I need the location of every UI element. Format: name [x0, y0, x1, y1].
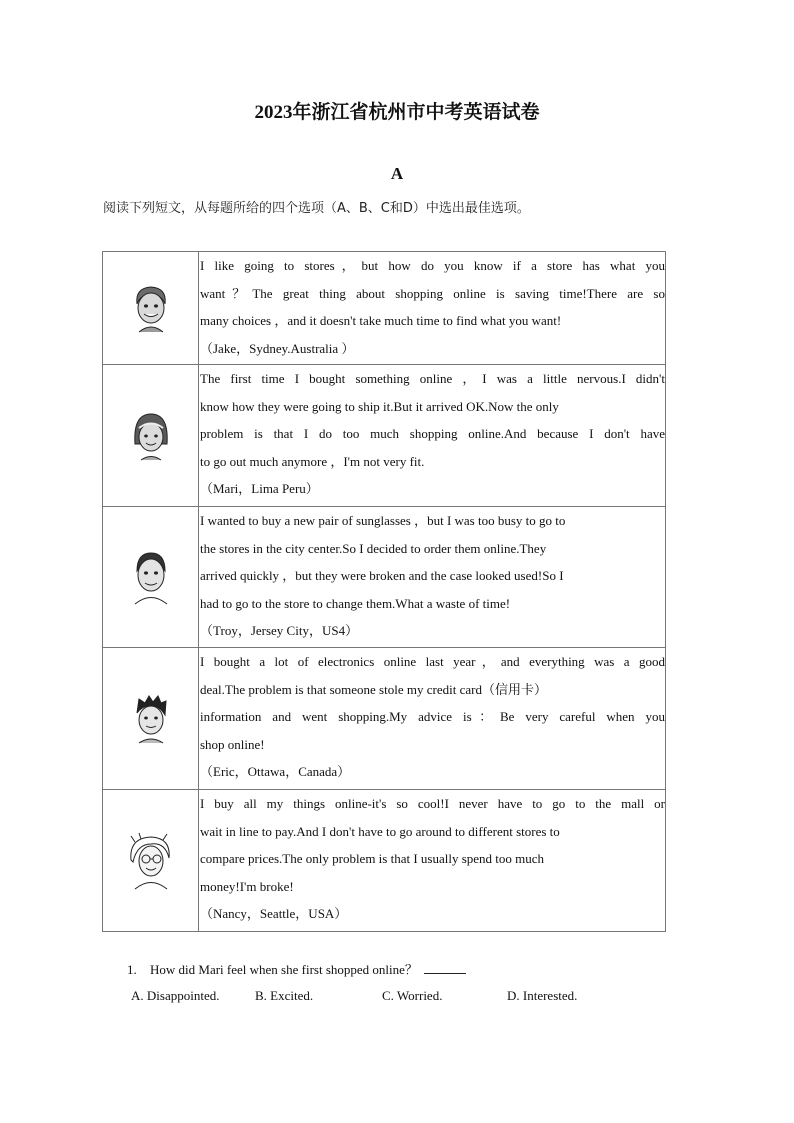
passage-line: I wanted to buy a new pair of sunglasses ，but I was too busy to go to — [200, 513, 566, 528]
passage-line: many choices ，and it doesn't take much time to find what you want! — [200, 313, 562, 329]
passage-line: deal.The problem is that someone stole my credit card（信用卡） — [200, 681, 547, 697]
table-row — [103, 365, 666, 507]
passage-line: money!I'm broke! — [200, 878, 294, 894]
girl-avatar-icon — [131, 410, 171, 462]
passage-line: problem is that I do too much shopping online.And because I don't have — [200, 426, 665, 442]
passage-line: I buy all my things online-it's so cool!I never have to go to the mall or — [200, 796, 665, 811]
passage-line: compare prices.The only problem is that I usually spend too much — [200, 851, 545, 867]
boy-avatar-icon — [131, 282, 171, 334]
author-signature: （Mari，Lima Peru） — [200, 481, 319, 497]
option-d[interactable]: D. Interested. — [507, 988, 578, 1003]
reading-table — [102, 251, 666, 932]
entry-text-cell — [199, 365, 666, 507]
table-row — [103, 790, 666, 932]
passage-line: I like going to stores，but how do you know if a store has what you — [200, 258, 665, 273]
author-signature: （Jake，Sydney.Australia ） — [200, 340, 355, 356]
passage-line: know how they were going to ship it.But it arrived OK.Now the only — [200, 398, 559, 414]
instructions: 阅读下列短文，从每题所给的四个选项（A、B、C和D）中选出最佳选项。 — [103, 201, 530, 216]
avatar-cell — [103, 648, 199, 790]
section-heading: A — [390, 164, 404, 183]
passage-line: to go out much anymore ，I'm not very fit. — [200, 453, 425, 469]
avatar-cell — [103, 252, 199, 365]
author-signature: （Troy，Jersey City，US4） — [200, 623, 359, 639]
author-signature: （Nancy，Seattle，USA） — [200, 906, 348, 922]
table-row — [103, 507, 666, 648]
passage-line: wait in line to pay.And I don't have to go around to different stores to — [200, 823, 560, 839]
avatar-cell — [103, 507, 199, 648]
man-avatar-icon — [131, 549, 171, 605]
passage-line: information and went shopping.My advice is：Be very careful when you — [200, 709, 665, 725]
passage-line: I bought a lot of electronics online last year，and everything was a good — [200, 654, 665, 669]
answer-blank[interactable] — [424, 961, 466, 974]
passage-line: had to go to the store to change them.What a waste of time! — [200, 595, 511, 611]
young-man-avatar-icon — [131, 693, 171, 745]
woman-glasses-avatar-icon — [127, 832, 175, 890]
passage-line: the stores in the city center.So I decided to order them online.They — [200, 540, 547, 556]
question-1 — [127, 959, 466, 978]
table-row — [103, 648, 666, 790]
entry-text-cell — [199, 507, 666, 648]
entry-text-cell — [199, 252, 666, 365]
passage-line: arrived quickly ，but they were broken and the case looked used!So I — [200, 568, 564, 584]
option-a[interactable]: A. Disappointed. — [131, 988, 220, 1003]
passage-line: The first time I bought something online ，I was a little nervous.I didn't — [200, 371, 665, 386]
avatar-cell — [103, 790, 199, 932]
author-signature: （Eric，Ottawa，Canada） — [200, 764, 351, 780]
entry-text-cell — [199, 648, 666, 790]
page-title: 2023年浙江省杭州市中考英语试卷 — [254, 102, 540, 123]
passage-line: shop online! — [200, 736, 265, 752]
option-c[interactable]: C. Worried. — [382, 988, 443, 1003]
passage-line: want？The great thing about shopping online is saving time!There are so — [200, 285, 665, 301]
table-row — [103, 252, 666, 365]
option-b[interactable]: B. Excited. — [255, 988, 314, 1003]
question-number: 1. — [127, 962, 137, 977]
avatar-cell — [103, 365, 199, 507]
question-text: How did Mari feel when she first shopped online？ — [150, 962, 418, 977]
entry-text-cell — [199, 790, 666, 932]
